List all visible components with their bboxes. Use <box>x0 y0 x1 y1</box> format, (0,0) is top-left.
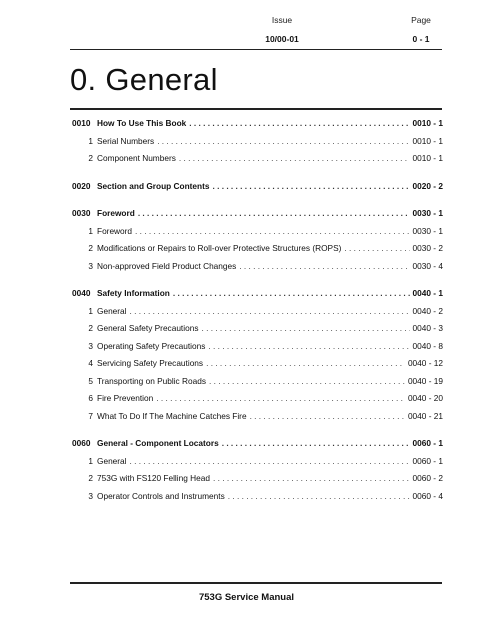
toc-entry-item[interactable] <box>72 303 443 321</box>
page-title: 0. General <box>70 62 218 97</box>
dot-leader <box>222 435 410 453</box>
toc-entry-title: Fire Prevention <box>97 393 154 403</box>
toc-entry-page: 0030 - 4 <box>412 260 443 271</box>
dot-leader <box>189 115 409 133</box>
toc-entry-page: 0060 - 2 <box>412 473 443 483</box>
dot-leader <box>239 258 409 276</box>
dot-leader <box>135 223 410 241</box>
toc-entry-number: 1 <box>88 135 93 146</box>
toc-entry-section[interactable] <box>72 115 443 133</box>
dot-leader <box>201 320 409 338</box>
dot-leader <box>138 205 410 223</box>
toc-entry-item[interactable] <box>72 408 443 426</box>
dot-leader <box>206 355 405 373</box>
toc-entry-number: 5 <box>88 375 93 386</box>
toc-entry-title: 753G with FS120 Felling Head <box>97 473 210 483</box>
page-value: 0 - 1 <box>412 34 430 44</box>
toc-entry-number: 2 <box>88 153 93 163</box>
toc-entry-title: Operator Controls and Instruments <box>97 490 225 501</box>
toc-entry-title: Section and Group Contents <box>97 180 210 191</box>
toc-entry-number: 1 <box>88 305 93 316</box>
page-header <box>399 15 443 44</box>
table-of-contents <box>72 115 443 515</box>
toc-entry-number: 0060 <box>72 438 91 448</box>
toc-entry-number: 2 <box>88 473 93 483</box>
dot-leader <box>344 240 409 258</box>
toc-section <box>72 285 443 425</box>
toc-entry-page: 0010 - 1 <box>412 135 443 146</box>
dot-leader <box>179 150 410 168</box>
toc-entry-title: General Safety Precautions <box>97 323 199 333</box>
toc-entry-section[interactable] <box>72 285 443 303</box>
toc-entry-number: 1 <box>88 455 93 466</box>
dot-leader <box>173 285 410 303</box>
title-divider <box>70 108 442 110</box>
footer-title: 753G Service Manual <box>198 592 295 603</box>
dot-leader <box>209 373 405 391</box>
toc-entry-item[interactable] <box>72 258 443 276</box>
dot-leader <box>130 303 410 321</box>
toc-entry-number: 7 <box>88 410 93 421</box>
page-label: Page <box>411 15 431 25</box>
issue-header <box>252 15 312 44</box>
toc-entry-page: 0040 - 3 <box>412 323 443 333</box>
toc-section <box>72 435 443 505</box>
toc-entry-page: 0040 - 1 <box>412 288 443 298</box>
toc-entry-item[interactable] <box>72 150 443 168</box>
toc-section <box>72 178 443 196</box>
toc-entry-page: 0010 - 1 <box>412 118 443 128</box>
toc-entry-number: 0010 <box>72 118 91 128</box>
toc-entry-title: Safety Information <box>97 288 170 298</box>
dot-leader <box>250 408 405 426</box>
toc-entry-page: 0010 - 1 <box>412 153 443 163</box>
toc-entry-page: 0030 - 1 <box>412 225 443 236</box>
toc-entry-page: 0060 - 1 <box>412 455 443 466</box>
toc-entry-page: 0040 - 19 <box>407 375 443 386</box>
toc-entry-title: Transporting on Public Roads <box>97 375 206 386</box>
toc-entry-page: 0040 - 20 <box>407 393 443 403</box>
toc-entry-item[interactable] <box>72 470 443 488</box>
toc-entry-item[interactable] <box>72 390 443 408</box>
toc-entry-item[interactable] <box>72 338 443 356</box>
toc-entry-title: Component Numbers <box>97 153 176 163</box>
dot-leader <box>228 488 410 506</box>
toc-entry-title: Operating Safety Precautions <box>97 340 206 351</box>
toc-entry-number: 2 <box>88 323 93 333</box>
toc-entry-item[interactable] <box>72 453 443 471</box>
toc-entry-number: 4 <box>88 358 93 368</box>
toc-entry-page: 0040 - 12 <box>407 358 443 368</box>
toc-entry-item[interactable] <box>72 320 443 338</box>
toc-entry-page: 0040 - 8 <box>412 340 443 351</box>
toc-entry-number: 3 <box>88 260 93 271</box>
toc-entry-page: 0030 - 1 <box>412 208 443 218</box>
toc-entry-title: Foreword <box>97 225 133 236</box>
dot-leader <box>212 178 409 196</box>
toc-entry-title: General - Component Locators <box>97 438 219 448</box>
toc-section <box>72 115 443 168</box>
issue-label: Issue <box>271 15 293 25</box>
toc-entry-number: 0020 <box>72 180 91 191</box>
toc-entry-number: 3 <box>88 340 93 351</box>
toc-entry-section[interactable] <box>72 205 443 223</box>
toc-entry-page: 0040 - 2 <box>412 305 443 316</box>
toc-entry-title: How To Use This Book <box>97 118 187 128</box>
header-divider <box>70 49 442 50</box>
footer-divider <box>70 582 442 584</box>
toc-entry-item[interactable] <box>72 223 443 241</box>
toc-entry-section[interactable] <box>72 435 443 453</box>
toc-entry-page: 0060 - 1 <box>412 438 443 448</box>
toc-entry-title: What To Do If The Machine Catches Fire <box>97 410 247 421</box>
toc-entry-title: Servicing Safety Precautions <box>97 358 204 368</box>
dot-leader <box>208 338 409 356</box>
toc-entry-title: General <box>97 455 127 466</box>
toc-entry-title: Serial Numbers <box>97 135 155 146</box>
toc-entry-page: 0040 - 21 <box>407 410 443 421</box>
toc-entry-page: 0020 - 2 <box>412 180 443 191</box>
toc-entry-title: Foreword <box>97 208 135 218</box>
toc-entry-title: Modifications or Repairs to Roll-over Protective Structures (ROPS) <box>97 243 342 253</box>
dot-leader <box>157 133 409 151</box>
toc-entry-item[interactable] <box>72 133 443 151</box>
toc-entry-item[interactable] <box>72 240 443 258</box>
toc-entry-item[interactable] <box>72 488 443 506</box>
toc-entry-number: 0030 <box>72 208 91 218</box>
toc-entry-number: 6 <box>88 393 93 403</box>
toc-entry-number: 0040 <box>72 288 91 298</box>
toc-section <box>72 205 443 275</box>
toc-entry-item[interactable] <box>72 355 443 373</box>
toc-entry-number: 3 <box>88 490 93 501</box>
toc-entry-page: 0060 - 4 <box>412 490 443 501</box>
dot-leader <box>213 470 410 488</box>
toc-entry-section[interactable] <box>72 178 443 196</box>
toc-entry-item[interactable] <box>72 373 443 391</box>
dot-leader <box>156 390 405 408</box>
toc-entry-title: General <box>97 305 127 316</box>
toc-entry-title: Non-approved Field Product Changes <box>97 260 237 271</box>
toc-entry-number: 1 <box>88 225 93 236</box>
toc-entry-number: 2 <box>88 243 93 253</box>
dot-leader <box>130 453 410 471</box>
toc-entry-page: 0030 - 2 <box>412 243 443 253</box>
issue-value: 10/00-01 <box>265 34 299 44</box>
